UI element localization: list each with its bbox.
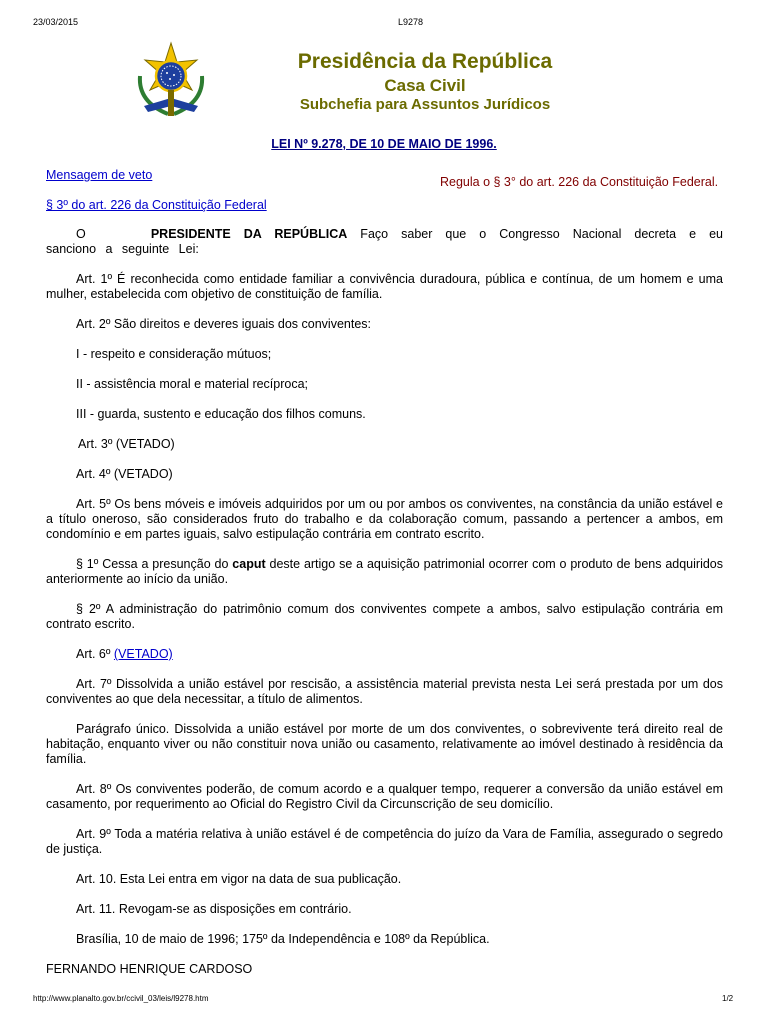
art11-paragraph: Art. 11. Revogam-se as disposições em contrário. <box>76 902 352 916</box>
veto-message-link[interactable]: Mensagem de veto <box>46 168 153 182</box>
art2-paragraph: Art. 2º São direitos e deveres iguais dos conviventes: <box>76 317 372 331</box>
art2-item-iii: III - guarda, sustento e educação dos filhos comuns. <box>76 407 366 421</box>
print-page-title: L9278 <box>398 17 424 27</box>
art4-paragraph: Art. 4º (VETADO) <box>76 467 173 481</box>
masthead-casa-civil: Casa Civil <box>384 76 466 95</box>
art7-sole-paragraph: Parágrafo único. Dissolvida a união estável por morte de um dos conviventes, o sobrevivente terá direito real de habitação, enquanto viver ou não constituir nova união ou casamento, relativamente ao imóvel destinado à residência da família. <box>46 722 723 766</box>
caput-term: caput <box>232 557 266 571</box>
closing-date: Brasília, 10 de maio de 1996; 175º da Independência e 108º da República. <box>76 932 490 946</box>
art7-paragraph: Art. 7º Dissolvida a união estável por rescisão, a assistência material prevista nesta Lei será prestada por um dos conviventes ao que dela necessitar, a título de alimentos. <box>46 677 723 706</box>
art6-vetado-link[interactable]: (VETADO) <box>113 647 173 661</box>
art10-paragraph: Art. 10. Esta Lei entra em vigor na data de sua publicação. <box>76 872 402 886</box>
art2-item-ii: II - assistência moral e material recíproca; <box>76 377 309 391</box>
art5-par2: § 2º A administração do patrimônio comum dos conviventes compete a ambos, salvo estipulação contrária em contrato escrito. <box>46 602 723 631</box>
art2-item-i: I - respeito e consideração mútuos; <box>76 347 272 361</box>
intro-rest: Faço saber que o Congresso Nacional decreta e eu sanciono a seguinte Lei: <box>46 227 723 256</box>
art5-par1 <box>46 557 723 587</box>
art8-paragraph: Art. 8º Os conviventes poderão, de comum acordo e a qualquer tempo, requerer a conversão da união estável em casamento, por requerimento ao Oficial do Registro Civil da Circunscrição de seu domicílio. <box>46 782 723 811</box>
art5-par1-a: § 1º Cessa a presunção do <box>76 557 233 571</box>
intro-paragraph <box>46 227 723 257</box>
intro-president: PRESIDENTE DA REPÚBLICA <box>150 227 348 241</box>
law-ementa: Regula o § 3° do art. 226 da Constituição Federal. <box>440 175 719 189</box>
brazil-coat-of-arms-icon <box>130 40 212 122</box>
art6-label: Art. 6º <box>76 647 114 661</box>
masthead-subchefia: Subchefia para Assuntos Jurídicos <box>299 96 551 113</box>
art1-paragraph: Art. 1º É reconhecida como entidade familiar a convivência duradoura, pública e contínua, de um homem e uma mulher, estabelecida com objetivo de constituição de família. <box>46 272 723 301</box>
art3-paragraph: Art. 3º (VETADO) <box>78 437 175 451</box>
signature: FERNANDO HENRIQUE CARDOSO <box>46 962 253 976</box>
print-page-number: 1/2 <box>722 994 734 1003</box>
art5-paragraph: Art. 5º Os bens móveis e imóveis adquiridos por um ou por ambos os conviventes, na constância da união estável e a título oneroso, são considerados fruto do trabalho e da colaboração comum, passando a pertencer a ambos, em condomínio e em partes iguais, salvo estipulação contrária em contrato escrito. <box>46 497 723 541</box>
masthead-presidencia: Presidência da República <box>297 50 553 73</box>
art5-par1-c: deste artigo se a aquisição patrimonial ocorrer com o produto de bens adquiridos anteriormente ao início da união. <box>46 557 724 586</box>
art9-paragraph: Art. 9º Toda a matéria relativa à união estável é de competência do juízo da Vara de Família, assegurado o segredo de justiça. <box>46 827 723 856</box>
law-title[interactable]: LEI Nº 9.278, DE 10 DE MAIO DE 1996. <box>271 137 497 151</box>
law-body <box>46 227 723 992</box>
art6-paragraph <box>46 647 723 662</box>
intro-o: O <box>76 227 86 241</box>
print-date: 23/03/2015 <box>33 17 79 27</box>
print-footer-url: http://www.planalto.gov.br/ccivil_03/leis/l9278.htm <box>33 994 209 1003</box>
constitution-link[interactable]: § 3º do art. 226 da Constituição Federal <box>46 198 267 212</box>
